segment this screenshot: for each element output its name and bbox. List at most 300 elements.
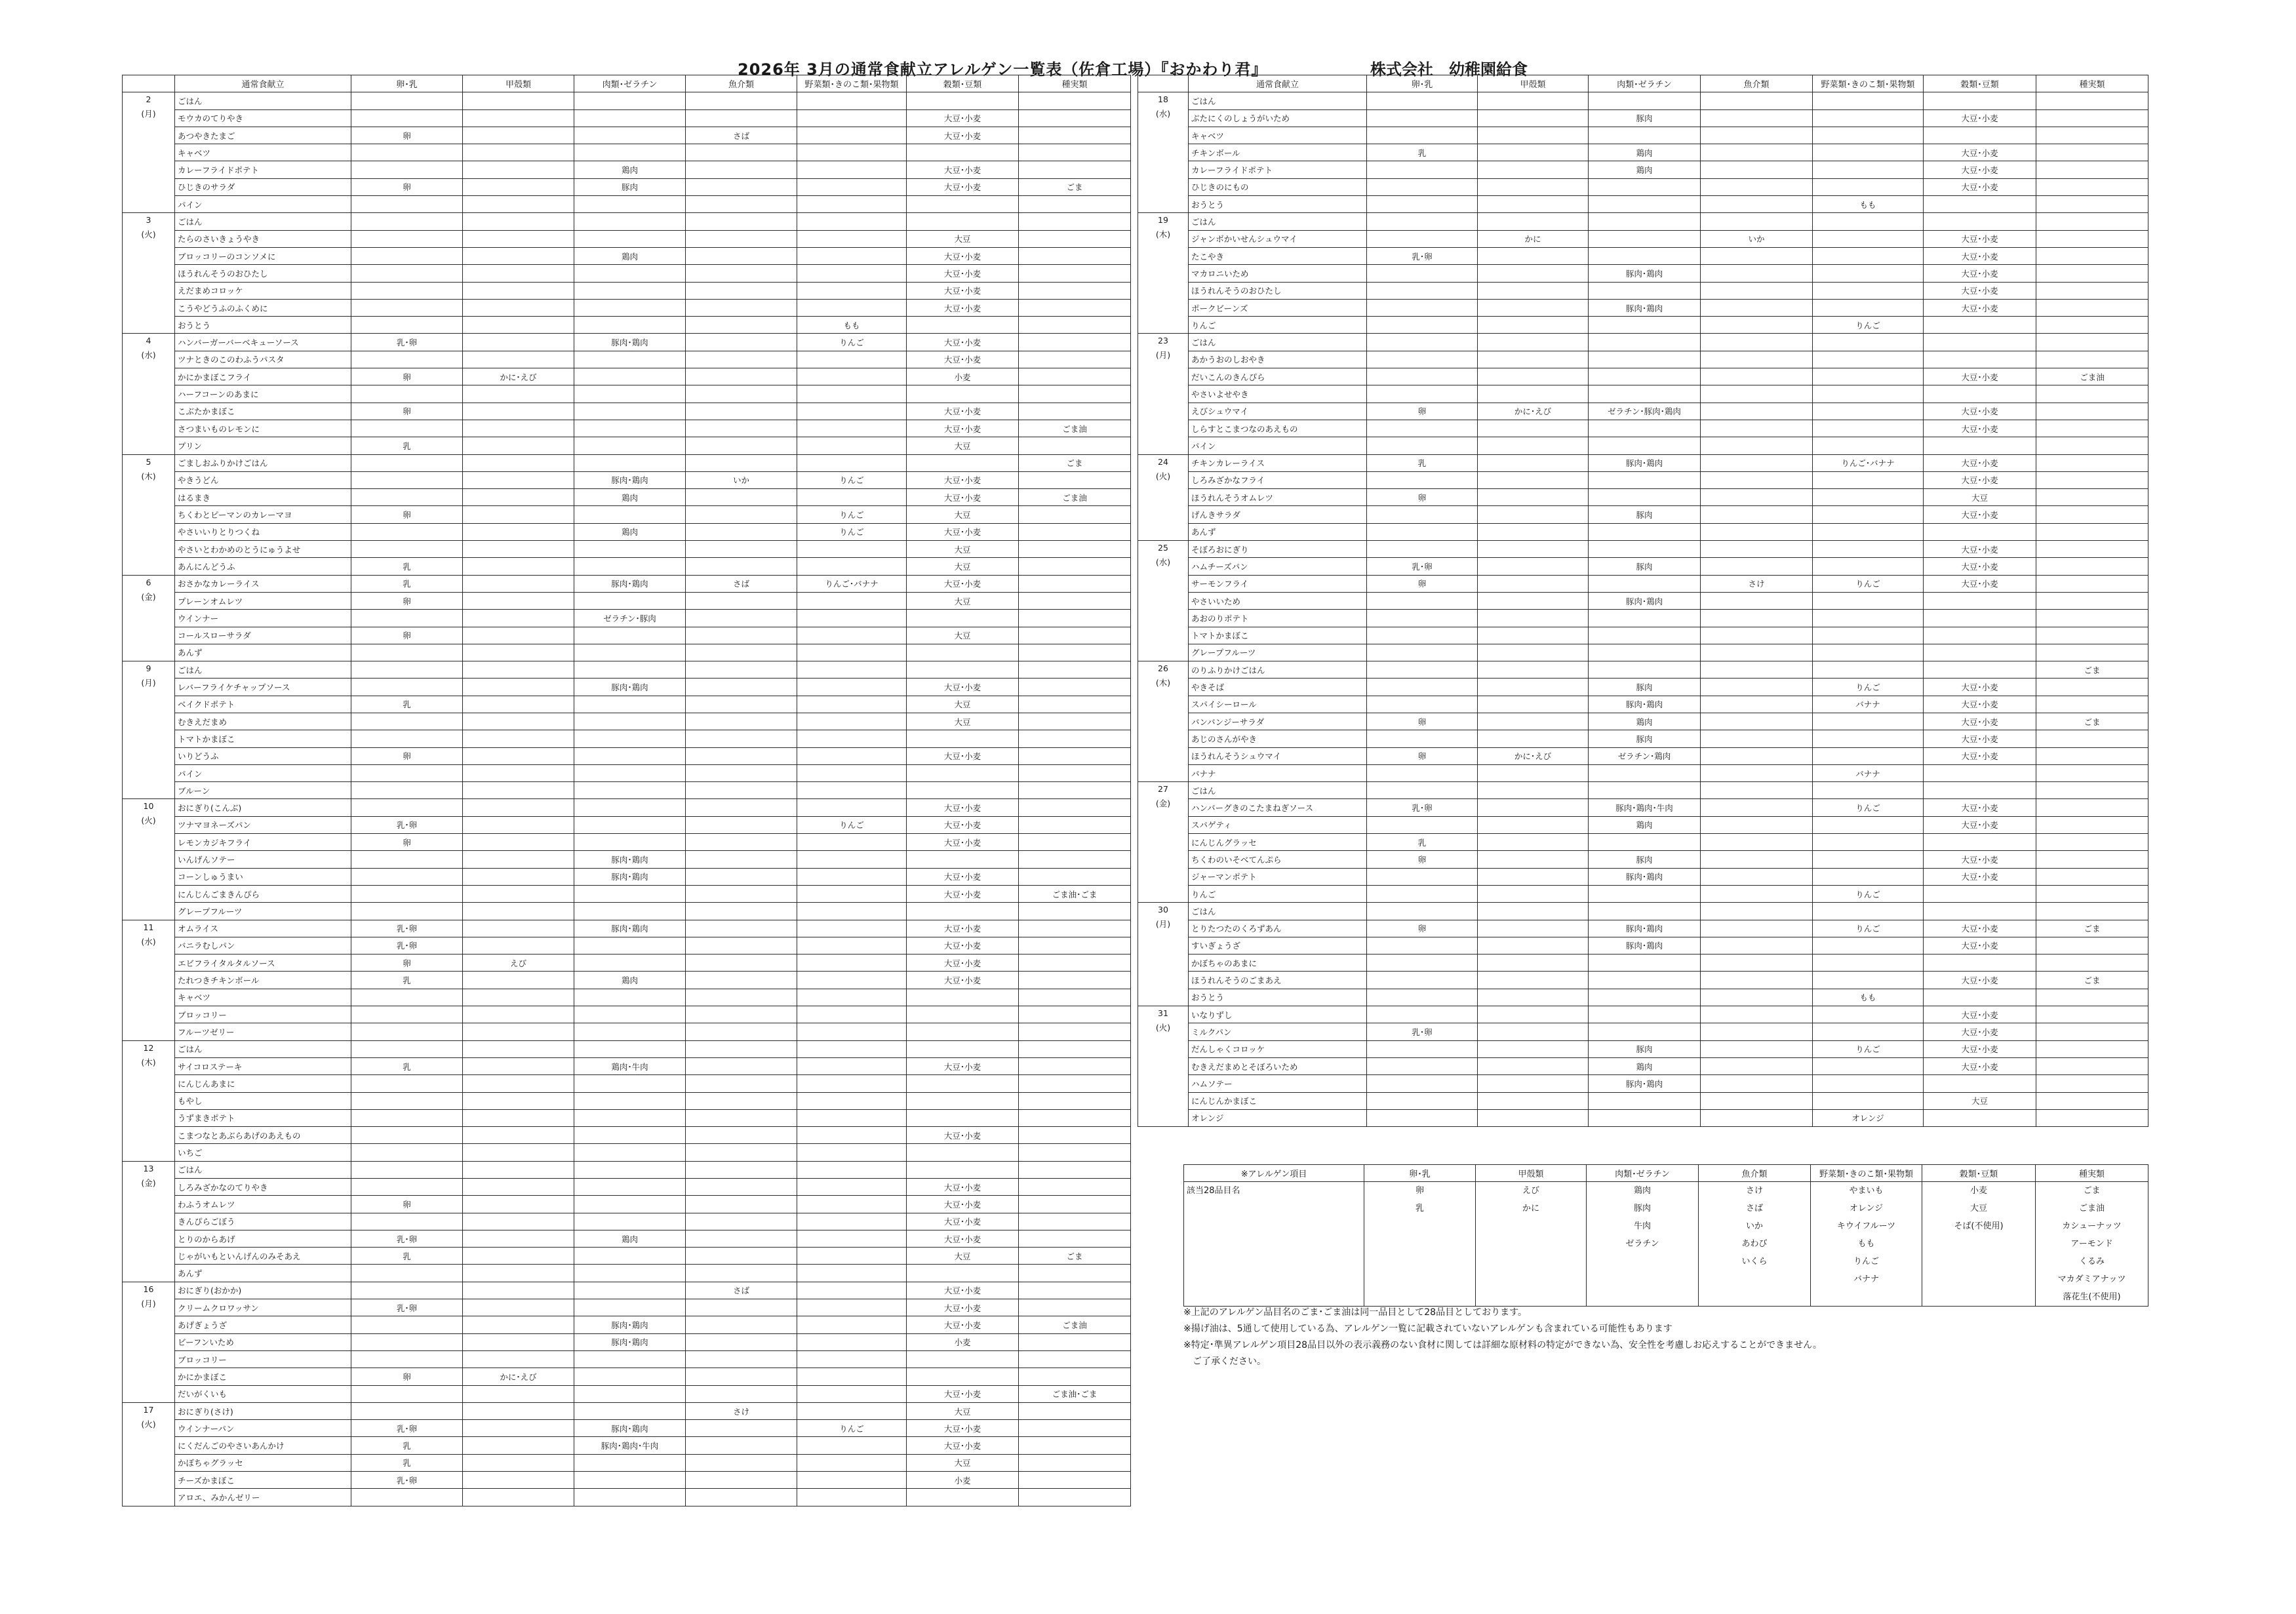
allergen-cell — [574, 885, 686, 902]
dish-name: ハムチーズパン — [1189, 558, 1367, 575]
allergen-cell — [797, 403, 907, 420]
menu-row — [1138, 816, 2148, 833]
allergen-cell — [797, 127, 907, 144]
dish-name: だいこんのきんぴら — [1189, 368, 1367, 385]
allergen-cell — [1589, 661, 1701, 679]
allergen-cell — [907, 144, 1019, 161]
allergen-cell — [2036, 213, 2148, 230]
right-header-row — [1138, 75, 2148, 92]
menu-row — [1138, 282, 2148, 299]
allergen-cell — [1924, 885, 2036, 902]
allergen-cell: さけ — [686, 1402, 797, 1419]
allergen-cell: ゼラチン･豚肉･鶏肉 — [1589, 403, 1701, 420]
allergen-cell: 大豆･小麦 — [907, 334, 1019, 351]
allergen-cell — [1813, 437, 1924, 454]
day-date: 26 — [1158, 663, 1168, 674]
allergen-cell — [686, 747, 797, 764]
allergen-cell — [1813, 661, 1924, 679]
allergen-cell: りんご･バナナ — [797, 575, 907, 592]
allergen-cell — [2036, 1092, 2148, 1109]
dish-name: ごはん — [1189, 92, 1367, 109]
allergen-cell: 乳･卵 — [351, 816, 463, 833]
allergen-cell — [797, 1437, 907, 1454]
allergen-cell — [907, 1006, 1019, 1023]
dish-name: エビフライタルタルソース — [175, 955, 351, 972]
allergen-cell — [797, 696, 907, 713]
allergen-cell — [1019, 196, 1131, 213]
allergen-cell — [2036, 644, 2148, 661]
dish-name: ほうれんそうのおひたし — [175, 265, 351, 282]
allergen-cell — [574, 368, 686, 385]
allergen-item: さば — [1745, 1204, 1763, 1213]
allergen-cell — [1367, 299, 1478, 316]
allergen-cell — [797, 437, 907, 454]
allergen-cell — [1701, 178, 1813, 195]
allergen-cell — [686, 955, 797, 972]
menu-row — [123, 920, 1131, 937]
allergen-cell — [1367, 523, 1478, 540]
day-of-week: (水) — [141, 936, 156, 947]
menu-row — [123, 955, 1131, 972]
allergen-item: カシューナッツ — [2062, 1221, 2122, 1231]
allergen-cell — [1019, 1420, 1131, 1437]
allergen-cell — [686, 403, 797, 420]
allergen-cell — [686, 851, 797, 868]
allergen-cell — [351, 1144, 463, 1161]
allergen-cell — [574, 1075, 686, 1092]
dish-name: わふうオムレツ — [175, 1196, 351, 1213]
menu-row — [1138, 661, 2148, 679]
allergen-cell — [574, 782, 686, 799]
allergen-cell: 大豆･小麦 — [1924, 265, 2036, 282]
allergen-cell: 大豆･小麦 — [1924, 144, 2036, 161]
menu-row — [123, 1023, 1131, 1040]
dish-name: やきそば — [1189, 679, 1367, 696]
allergen-cell — [797, 144, 907, 161]
allergen-cell — [463, 1385, 574, 1402]
allergen-cell — [1478, 575, 1589, 592]
allergen-cell — [463, 144, 574, 161]
allergen-cell — [2036, 1040, 2148, 1057]
allergen-cell — [351, 679, 463, 696]
allergen-item: くるみ — [2078, 1257, 2105, 1267]
allergen-cell — [1019, 506, 1131, 523]
allergen-cell: 豚肉 — [1589, 851, 1701, 868]
allergen-cell — [2036, 782, 2148, 799]
menu-row — [1138, 730, 2148, 747]
allergen-cell — [463, 1230, 574, 1247]
day-of-week: (火) — [141, 816, 156, 826]
allergen-cell — [1701, 351, 1813, 368]
allergen-cell — [1478, 627, 1589, 644]
allergen-cell — [351, 265, 463, 282]
allergen-cell: 乳 — [1367, 454, 1478, 471]
allergen-cell — [1478, 972, 1589, 989]
menu-row — [1138, 317, 2148, 334]
allergen-cell — [1589, 764, 1701, 781]
allergen-cell: 大豆･小麦 — [1924, 1006, 2036, 1023]
allergen-cell — [907, 454, 1019, 471]
menu-row — [123, 1420, 1131, 1437]
menu-row — [123, 972, 1131, 989]
allergen-cell — [2036, 696, 2148, 713]
allergen-cell: 卵 — [1367, 920, 1478, 937]
allergen-cell — [1019, 972, 1131, 989]
allergen-cell: りんご — [797, 816, 907, 833]
allergen-cell — [574, 1040, 686, 1057]
allergen-cell — [1589, 575, 1701, 592]
allergen-cell — [351, 489, 463, 506]
allergen-cell — [1019, 644, 1131, 661]
menu-row — [123, 989, 1131, 1006]
allergen-cell — [686, 1023, 797, 1040]
allergen-cell — [1478, 851, 1589, 868]
allergen-cell — [1019, 1179, 1131, 1196]
allergen-cell — [574, 265, 686, 282]
allergen-cell — [1589, 317, 1701, 334]
column-header: 穀類･豆類 — [907, 75, 1019, 92]
menu-row — [123, 713, 1131, 730]
dish-name: フルーツゼリー — [175, 1023, 351, 1040]
allergen-cell — [463, 679, 574, 696]
note-line: ※特定･準異アレルゲン項目28品目以外の表示義務のない食材に関しては詳細な原材料の特定ができない為、安全性を考慮しお応えすることができません。 — [1183, 1340, 1822, 1350]
allergen-cell: 大豆･小麦 — [907, 1213, 1019, 1230]
menu-row — [123, 644, 1131, 661]
allergen-cell — [574, 1489, 686, 1506]
allergen-cell — [574, 1127, 686, 1144]
menu-row — [123, 1402, 1131, 1419]
allergen-cell — [574, 937, 686, 954]
allergen-cell: 大豆･小麦 — [907, 955, 1019, 972]
allergen-cell — [797, 989, 907, 1006]
allergen-cell — [1813, 161, 1924, 178]
allergen-cell: 豚肉･鶏肉 — [574, 920, 686, 937]
allergen-cell — [1589, 972, 1701, 989]
allergen-cell: 豚肉･鶏肉 — [1589, 265, 1701, 282]
day-date: 30 — [1158, 905, 1168, 915]
menu-row — [123, 885, 1131, 902]
dish-name: いんげんソテー — [175, 851, 351, 868]
allergen-cell — [1701, 489, 1813, 506]
allergen-cell — [351, 109, 463, 127]
day-date: 19 — [1158, 215, 1168, 226]
menu-row — [1138, 799, 2148, 816]
allergen-cell: 豚肉･鶏肉 — [1589, 920, 1701, 937]
allergen-cell — [686, 196, 797, 213]
allergen-cell — [686, 420, 797, 437]
menu-row — [123, 541, 1131, 558]
allergen-cell — [1019, 385, 1131, 403]
allergen-cell — [1478, 730, 1589, 747]
allergen-cell — [351, 230, 463, 247]
allergen-cell — [797, 1057, 907, 1074]
menu-row — [123, 592, 1131, 609]
allergen-cell — [1701, 247, 1813, 264]
allergen-cell — [2036, 1023, 2148, 1040]
allergen-cell — [1367, 385, 1478, 403]
dish-name: ブルーン — [175, 782, 351, 799]
allergen-cell — [907, 1092, 1019, 1109]
allergen-cell — [797, 1109, 907, 1126]
allergen-cell — [351, 1316, 463, 1333]
allergen-cell — [463, 127, 574, 144]
allergen-cell — [574, 558, 686, 575]
allergen-cell — [574, 1006, 686, 1023]
allergen-cell — [351, 1213, 463, 1230]
allergen-cell — [574, 1472, 686, 1489]
allergen-cell — [1478, 523, 1589, 540]
allergen-cell — [1701, 299, 1813, 316]
day-date: 3 — [146, 215, 151, 226]
allergen-cell — [351, 1127, 463, 1144]
dish-name: りんご — [1189, 885, 1367, 902]
allergen-cell — [797, 454, 907, 471]
allergen-cell — [1019, 1092, 1131, 1109]
allergen-cell — [1589, 903, 1701, 920]
allergen-cell — [1019, 1299, 1131, 1316]
menu-row — [123, 247, 1131, 264]
allergen-cell — [351, 1109, 463, 1126]
dish-name: とりのからあげ — [175, 1230, 351, 1247]
allergen-cell — [2036, 299, 2148, 316]
allergen-cell: 大豆･小麦 — [907, 523, 1019, 540]
allergen-cell — [1813, 213, 1924, 230]
dish-name: ごはん — [1189, 903, 1367, 920]
allergen-cell — [351, 420, 463, 437]
allergen-cell — [1478, 144, 1589, 161]
allergen-cell — [686, 920, 797, 937]
allergen-cell — [1813, 782, 1924, 799]
allergen-item: ごま — [2083, 1186, 2101, 1196]
day-cell — [1138, 661, 1189, 782]
allergen-cell — [1701, 541, 1813, 558]
allergen-cell — [907, 1350, 1019, 1368]
allergen-cell — [686, 351, 797, 368]
allergen-cell — [351, 471, 463, 488]
allergen-cell: ごま — [2036, 713, 2148, 730]
allergen-cell — [1813, 868, 1924, 885]
allergen-cell — [686, 437, 797, 454]
dish-name: レバーフライケチャップソース — [175, 679, 351, 696]
allergen-cell — [1701, 747, 1813, 764]
allergen-cell — [1701, 1023, 1813, 1040]
allergen-header-row — [1184, 1165, 2148, 1182]
allergen-cell — [1367, 161, 1478, 178]
allergen-cell: 大豆･小麦 — [907, 489, 1019, 506]
allergen-cell — [686, 523, 797, 540]
allergen-cell — [463, 403, 574, 420]
allergen-cell — [574, 299, 686, 316]
allergen-cell — [1019, 403, 1131, 420]
allergen-cell — [2036, 282, 2148, 299]
menu-row — [1138, 764, 2148, 781]
menu-row — [1138, 627, 2148, 644]
allergen-cell: 大豆･小麦 — [907, 885, 1019, 902]
allergen-cell — [2036, 1057, 2148, 1074]
allergen-cell — [1701, 851, 1813, 868]
allergen-cell — [797, 1144, 907, 1161]
menu-row — [123, 782, 1131, 799]
dish-name: バンバンジーサラダ — [1189, 713, 1367, 730]
notes — [1183, 1305, 1822, 1370]
allergen-cell — [574, 989, 686, 1006]
allergen-cell — [1019, 92, 1131, 109]
dish-name: オレンジ — [1189, 1109, 1367, 1126]
allergen-cell — [1367, 972, 1478, 989]
allergen-cell — [686, 161, 797, 178]
allergen-cell — [574, 1109, 686, 1126]
allergen-cell — [797, 161, 907, 178]
allergen-cell — [2036, 471, 2148, 488]
allergen-cell — [351, 213, 463, 230]
day-date: 10 — [143, 801, 154, 812]
allergen-cell — [574, 696, 686, 713]
allergen-cell — [1813, 903, 1924, 920]
allergen-cell: 豚肉 — [1589, 1040, 1701, 1057]
allergen-cell — [1701, 1040, 1813, 1057]
allergen-cell — [1813, 627, 1924, 644]
allergen-cell — [574, 213, 686, 230]
day-cell — [123, 575, 175, 661]
allergen-cell — [1478, 454, 1589, 471]
allergen-cell — [2036, 851, 2148, 868]
allergen-cell — [1019, 1057, 1131, 1074]
allergen-cell: りんご･バナナ — [1813, 454, 1924, 471]
allergen-cell: 大豆 — [907, 696, 1019, 713]
allergen-cell — [1701, 92, 1813, 109]
dish-name: ジャーマンポテト — [1189, 868, 1367, 885]
dish-name: ごはん — [1189, 213, 1367, 230]
menu-row — [1138, 489, 2148, 506]
allergen-cell — [686, 1057, 797, 1074]
allergen-cell — [1589, 213, 1701, 230]
allergen-cell — [797, 730, 907, 747]
allergen-item: 鶏肉 — [1633, 1186, 1651, 1196]
allergen-cell — [686, 334, 797, 351]
allergen-cell — [463, 1437, 574, 1454]
allergen-cell — [797, 1023, 907, 1040]
allergen-cell — [686, 644, 797, 661]
allergen-cell — [686, 299, 797, 316]
allergen-cell: 乳･卵 — [351, 1420, 463, 1437]
dish-name: ほうれんそうのごまあえ — [1189, 972, 1367, 989]
allergen-cell — [1701, 385, 1813, 403]
allergen-cell — [2036, 161, 2148, 178]
allergen-cell — [1924, 661, 2036, 679]
allergen-cell — [1813, 489, 1924, 506]
allergen-cell: りんご — [1813, 799, 1924, 816]
allergen-cell — [574, 1368, 686, 1385]
dish-name: コールスローサラダ — [175, 627, 351, 644]
day-of-week: (火) — [141, 1419, 156, 1429]
allergen-item: あわび — [1741, 1239, 1768, 1249]
dish-name: ブロッコリー — [175, 1350, 351, 1368]
allergen-cell — [1367, 368, 1478, 385]
dish-name: えびシュウマイ — [1189, 403, 1367, 420]
dish-name: ベイクドポテト — [175, 696, 351, 713]
allergen-cell — [1701, 127, 1813, 144]
allergen-cell: 大豆･小麦 — [907, 1057, 1019, 1074]
dish-name: ミルクパン — [1189, 1023, 1367, 1040]
left-menu-body — [123, 92, 1131, 1506]
allergen-cell — [1589, 782, 1701, 799]
allergen-cell — [574, 1402, 686, 1419]
allergen-cell — [686, 558, 797, 575]
allergen-cell — [1019, 541, 1131, 558]
allergen-cell — [1019, 1489, 1131, 1506]
allergen-cell — [797, 1368, 907, 1385]
allergen-cell: 大豆･小麦 — [907, 127, 1019, 144]
menu-row — [1138, 109, 2148, 127]
menu-row — [1138, 696, 2148, 713]
allergen-cell — [797, 541, 907, 558]
allergen-cell — [1019, 109, 1131, 127]
allergen-cell — [907, 1109, 1019, 1126]
dish-name: ブロッコリー — [175, 1006, 351, 1023]
allergen-cell: 豚肉 — [1589, 730, 1701, 747]
menu-row — [1138, 144, 2148, 161]
allergen-cell — [1813, 1023, 1924, 1040]
column-header: 魚介類 — [1701, 75, 1813, 92]
allergen-cell — [1367, 471, 1478, 488]
allergen-cell: 大豆 — [907, 592, 1019, 609]
allergen-cell — [2036, 834, 2148, 851]
allergen-cell — [1924, 610, 2036, 627]
allergen-cell — [574, 1350, 686, 1368]
allergen-cell: 卵 — [1367, 575, 1478, 592]
menu-row — [123, 299, 1131, 316]
allergen-cell — [907, 1161, 1019, 1178]
allergen-cell — [574, 1454, 686, 1471]
dish-name: ごはん — [175, 1040, 351, 1057]
dish-name: あおのりポテト — [1189, 610, 1367, 627]
allergen-cell: 卵 — [1367, 489, 1478, 506]
menu-row — [123, 834, 1131, 851]
allergen-cell — [1367, 109, 1478, 127]
allergen-cell — [1813, 592, 1924, 609]
allergen-cell — [1478, 178, 1589, 195]
allergen-cell — [1701, 317, 1813, 334]
allergen-cell: 鶏肉 — [574, 972, 686, 989]
allergen-cell: 卵 — [351, 368, 463, 385]
allergen-cell — [1589, 178, 1701, 195]
allergen-cell — [797, 1489, 907, 1506]
allergen-cell — [1478, 1023, 1589, 1040]
allergen-cell — [686, 834, 797, 851]
allergen-cell — [351, 885, 463, 902]
allergen-cell: さけ — [1701, 575, 1813, 592]
allergen-cell: えび — [463, 955, 574, 972]
allergen-cell — [463, 1265, 574, 1282]
allergen-cell: 大豆･小麦 — [907, 178, 1019, 195]
allergen-cell — [1478, 989, 1589, 1006]
allergen-cell — [797, 489, 907, 506]
allergen-cell — [1701, 109, 1813, 127]
menu-row — [123, 1248, 1131, 1265]
allergen-cell — [1701, 920, 1813, 937]
dish-name: はるまき — [175, 489, 351, 506]
dish-name: りんご — [1189, 317, 1367, 334]
allergen-cell — [686, 903, 797, 920]
day-of-week: (月) — [141, 1298, 156, 1309]
allergen-cell — [463, 92, 574, 109]
day-cell — [1138, 334, 1189, 454]
day-date: 24 — [1158, 456, 1168, 467]
allergen-cell — [1701, 368, 1813, 385]
allergen-cell — [686, 265, 797, 282]
left-header-row — [123, 75, 1131, 92]
allergen-cell: 鶏肉 — [574, 247, 686, 264]
